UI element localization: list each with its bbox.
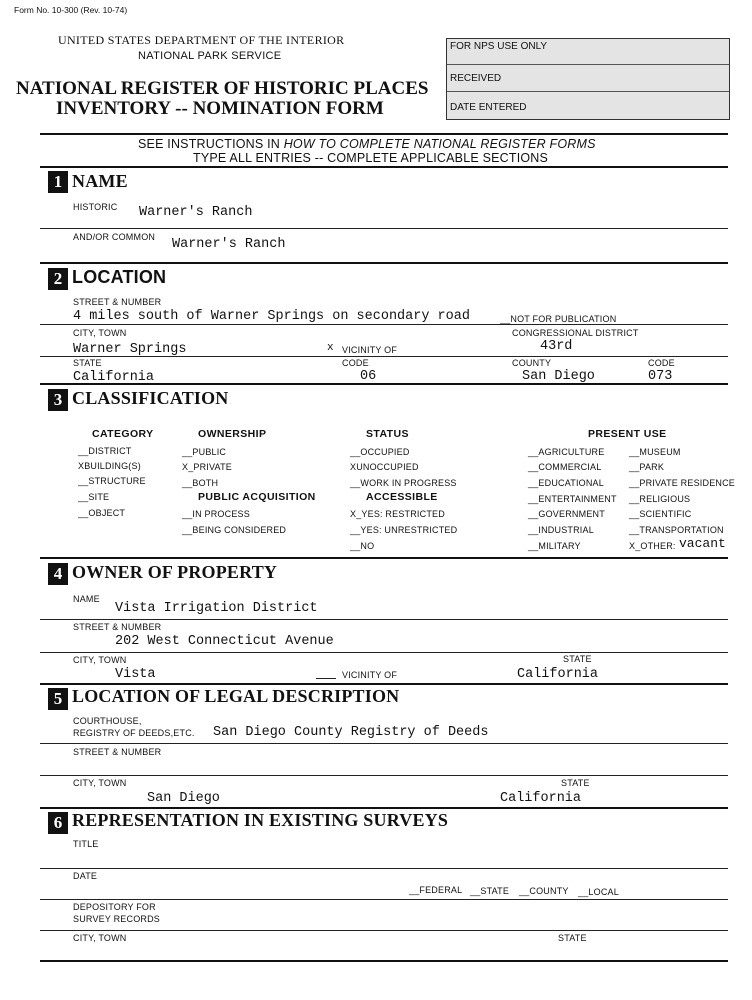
owner-vicinity-checkbox[interactable] bbox=[316, 678, 336, 679]
ownership-heading: OWNERSHIP bbox=[198, 428, 267, 440]
state-code-value[interactable]: 06 bbox=[360, 369, 377, 384]
category-object[interactable]: __OBJECT bbox=[78, 508, 126, 518]
street-label: STREET & NUMBER bbox=[73, 297, 162, 307]
state-code-label: CODE bbox=[342, 358, 369, 368]
survey-state-label: STATE bbox=[558, 933, 587, 943]
use-commercial[interactable]: __COMMERCIAL bbox=[528, 462, 602, 472]
use-industrial[interactable]: __INDUSTRIAL bbox=[528, 525, 594, 535]
form-title-line2: INVENTORY -- NOMINATION FORM bbox=[56, 98, 384, 119]
legal-street-label: STREET & NUMBER bbox=[73, 747, 162, 757]
depository-label-line1: DEPOSITORY FOR bbox=[73, 902, 156, 912]
section-6-number: 6 bbox=[48, 812, 68, 834]
ownership-private[interactable]: X_PRIVATE bbox=[182, 462, 232, 472]
owner-vicinity-label: VICINITY OF bbox=[342, 670, 398, 680]
use-transportation[interactable]: __TRANSPORTATION bbox=[629, 525, 724, 535]
owner-city-value[interactable]: Vista bbox=[115, 667, 156, 682]
vicinity-mark[interactable]: x bbox=[327, 342, 334, 354]
use-government[interactable]: __GOVERNMENT bbox=[528, 509, 605, 519]
use-museum[interactable]: __MUSEUM bbox=[629, 447, 681, 457]
category-structure[interactable]: __STRUCTURE bbox=[78, 476, 146, 486]
use-religious[interactable]: __RELIGIOUS bbox=[629, 494, 691, 504]
category-heading: CATEGORY bbox=[92, 428, 154, 440]
public-acquisition-heading: PUBLIC ACQUISITION bbox=[198, 491, 316, 503]
owner-name-label: NAME bbox=[73, 594, 100, 604]
category-district[interactable]: __DISTRICT bbox=[78, 446, 132, 456]
legal-city-label: CITY, TOWN bbox=[73, 778, 127, 788]
instructions-divider bbox=[40, 166, 728, 168]
courthouse-label-line2: REGISTRY OF DEEDS,ETC. bbox=[73, 728, 195, 738]
acquisition-in-process[interactable]: __IN PROCESS bbox=[182, 509, 250, 519]
status-occupied[interactable]: __OCCUPIED bbox=[350, 447, 410, 457]
accessible-restricted[interactable]: X_YES: RESTRICTED bbox=[350, 509, 445, 519]
department-name: UNITED STATES DEPARTMENT OF THE INTERIOR bbox=[58, 33, 345, 47]
section-6-title: REPRESENTATION IN EXISTING SURVEYS bbox=[72, 810, 449, 830]
section-2-number: 2 bbox=[48, 268, 68, 290]
common-name-label: AND/OR COMMON bbox=[73, 232, 156, 242]
section-1-number: 1 bbox=[48, 171, 68, 193]
nps-use-label: FOR NPS USE ONLY bbox=[450, 41, 548, 52]
congressional-district-value[interactable]: 43rd bbox=[540, 339, 573, 354]
received-label: RECEIVED bbox=[450, 73, 502, 84]
use-educational[interactable]: __EDUCATIONAL bbox=[528, 478, 604, 488]
date-entered-label: DATE ENTERED bbox=[450, 102, 527, 113]
acquisition-being-considered[interactable]: __BEING CONSIDERED bbox=[182, 525, 287, 535]
form-title-line1: NATIONAL REGISTER OF HISTORIC PLACES bbox=[16, 78, 429, 99]
survey-local[interactable]: __LOCAL bbox=[578, 887, 619, 897]
use-park[interactable]: __PARK bbox=[629, 462, 665, 472]
section-3-title: CLASSIFICATION bbox=[72, 388, 229, 408]
status-work-in-progress[interactable]: __WORK IN PROGRESS bbox=[350, 478, 457, 488]
use-agriculture[interactable]: __AGRICULTURE bbox=[528, 447, 605, 457]
owner-state-label: STATE bbox=[563, 654, 592, 664]
status-heading: STATUS bbox=[366, 428, 409, 440]
section-1-title: NAME bbox=[72, 171, 128, 191]
vicinity-label: VICINITY OF bbox=[342, 345, 398, 355]
section-2-title: LOCATION bbox=[72, 267, 167, 287]
section-4-title: OWNER OF PROPERTY bbox=[72, 562, 278, 582]
owner-name-value[interactable]: Vista Irrigation District bbox=[115, 601, 318, 616]
section-3-number: 3 bbox=[48, 389, 68, 411]
not-for-publication-label[interactable]: __NOT FOR PUBLICATION bbox=[500, 314, 617, 324]
owner-street-value[interactable]: 202 West Connecticut Avenue bbox=[115, 634, 334, 649]
legal-state-value[interactable]: California bbox=[500, 791, 582, 806]
courthouse-label-line1: COURTHOUSE, bbox=[73, 716, 142, 726]
congressional-district-label: CONGRESSIONAL DISTRICT bbox=[512, 328, 639, 338]
historic-value[interactable]: Warner's Ranch bbox=[139, 205, 253, 220]
use-other-value[interactable]: vacant bbox=[679, 536, 726, 551]
county-code-value[interactable]: 073 bbox=[648, 369, 673, 384]
category-buildings[interactable]: XBUILDING(S) bbox=[78, 461, 141, 471]
service-name: NATIONAL PARK SERVICE bbox=[138, 50, 282, 62]
survey-city-label: CITY, TOWN bbox=[73, 933, 127, 943]
category-site[interactable]: __SITE bbox=[78, 492, 110, 502]
survey-title-label: TITLE bbox=[73, 839, 99, 849]
accessible-unrestricted[interactable]: __YES: UNRESTRICTED bbox=[350, 525, 458, 535]
legal-state-label: STATE bbox=[561, 778, 590, 788]
ownership-public[interactable]: __PUBLIC bbox=[182, 447, 227, 457]
owner-street-label: STREET & NUMBER bbox=[73, 622, 162, 632]
section-5-title: LOCATION OF LEGAL DESCRIPTION bbox=[72, 686, 400, 706]
county-code-label: CODE bbox=[648, 358, 675, 368]
legal-city-value[interactable]: San Diego bbox=[147, 791, 220, 806]
street-value[interactable]: 4 miles south of Warner Springs on secondary road bbox=[73, 309, 470, 324]
state-value[interactable]: California bbox=[73, 370, 155, 385]
owner-state-value[interactable]: California bbox=[517, 667, 599, 682]
use-private-residence[interactable]: __PRIVATE RESIDENCE bbox=[629, 478, 735, 488]
city-value[interactable]: Warner Springs bbox=[73, 342, 187, 357]
use-scientific[interactable]: __SCIENTIFIC bbox=[629, 509, 692, 519]
survey-date-label: DATE bbox=[73, 871, 98, 881]
accessible-no[interactable]: __NO bbox=[350, 541, 375, 551]
use-military[interactable]: __MILITARY bbox=[528, 541, 581, 551]
ownership-both[interactable]: __BOTH bbox=[182, 478, 219, 488]
section-4-number: 4 bbox=[48, 563, 68, 585]
owner-city-label: CITY, TOWN bbox=[73, 655, 127, 665]
survey-state[interactable]: __STATE bbox=[470, 886, 510, 896]
instructions-line2: TYPE ALL ENTRIES -- COMPLETE APPLICABLE SECTIONS bbox=[193, 151, 549, 165]
form-number: Form No. 10-300 (Rev. 10-74) bbox=[14, 5, 128, 15]
depository-label-line2: SURVEY RECORDS bbox=[73, 914, 160, 924]
courthouse-value[interactable]: San Diego County Registry of Deeds bbox=[213, 725, 489, 740]
historic-label: HISTORIC bbox=[73, 202, 118, 212]
instructions-line1: SEE INSTRUCTIONS IN HOW TO COMPLETE NATIONAL REGISTER FORMS bbox=[138, 137, 596, 151]
present-use-heading: PRESENT USE bbox=[588, 428, 667, 440]
use-other[interactable]: X_OTHER: bbox=[629, 541, 676, 551]
county-label: COUNTY bbox=[512, 358, 552, 368]
common-name-value[interactable]: Warner's Ranch bbox=[172, 237, 286, 252]
county-value[interactable]: San Diego bbox=[522, 369, 595, 384]
city-label: CITY, TOWN bbox=[73, 328, 127, 338]
use-entertainment[interactable]: __ENTERTAINMENT bbox=[528, 494, 617, 504]
status-unoccupied[interactable]: XUNOCCUPIED bbox=[350, 462, 419, 472]
state-label: STATE bbox=[73, 358, 102, 368]
accessible-heading: ACCESSIBLE bbox=[366, 491, 438, 503]
survey-county[interactable]: __COUNTY bbox=[519, 886, 569, 896]
section-5-number: 5 bbox=[48, 688, 68, 710]
survey-federal[interactable]: __FEDERAL bbox=[409, 885, 463, 895]
nps-use-box bbox=[446, 38, 730, 120]
header-divider bbox=[40, 133, 728, 135]
